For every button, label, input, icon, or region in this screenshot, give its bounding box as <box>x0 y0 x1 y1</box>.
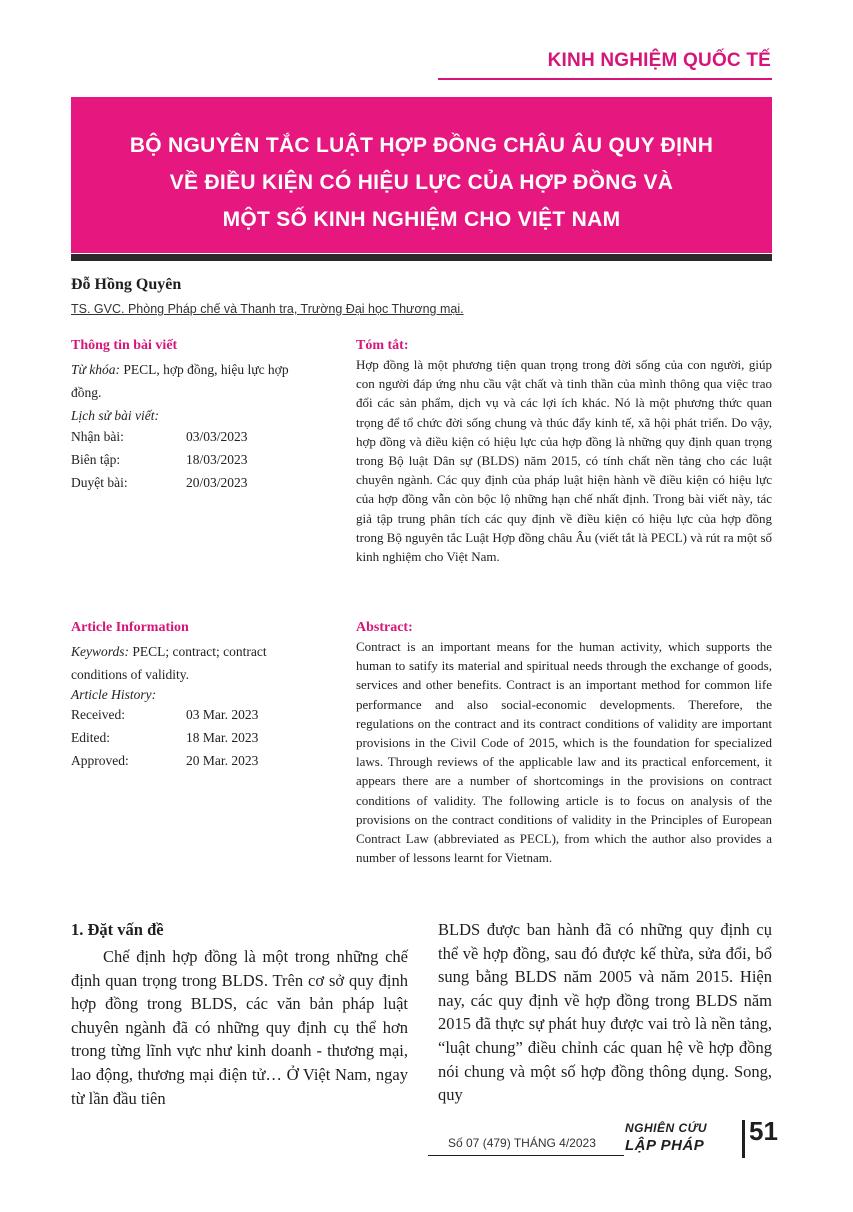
section-rule <box>438 78 772 80</box>
history-date: 20 Mar. 2023 <box>186 753 259 768</box>
history-date: 03/03/2023 <box>186 429 248 444</box>
summary-vi-heading: Tóm tắt: <box>356 338 409 353</box>
abstract-en-text: Contract is an important means for the human activity, which supports the human to satify its material and spiritual needs through the exchange of goods, services and other benefits. Contract is an important method for common life performance and also social-economic developments. Therefore, the regulations on the contract and its contract conditions of validity are important provisions in the Civil Code of 2015, which is the foundation for specialized laws. Through reviews of the applicable law and its practical enforcement, it appears there are a number of shortcomings in the provisions on contract conditions of validity. The following article is to focus on analysis of the provisions on the contract conditions of validity in the Principles of European Contract Law (abbreviated as PECL), from which the author also provides a number of lessons learnt for Vietnam. <box>356 639 772 866</box>
page-number: 51 <box>749 1116 778 1146</box>
author-name: Đỗ Hồng Quyên <box>71 276 182 293</box>
title-band <box>71 97 772 253</box>
summary-vi-text: Hợp đồng là một phương tiện quan trọng trong đời sống của con người, giúp con người đáp ứng nhu cầu vật chất và tinh thần của mình thông qua việc trao đổi các sản phẩm, dịch vụ và các lợi ích khác. Nó là một phương thức quan trọng để tổ chức đời sống chung và thúc đẩy kinh tế, xã hội phát triển. Do vậy, hợp đồng và điều kiện có hiệu lực của hợp đồng là những quy định quan trọng trong Bộ luật Dân sự (BLDS) năm 2015, có tính chất nền tảng cho các luật chuyên ngành. Các quy định của pháp luật hiện hành về điều kiện có hiệu lực của hợp đồng vẫn còn bộc lộ những hạn chế nhất định. Trong bài viết này, tác giả tập trung phân tích các quy định về điều kiện có hiệu lực của hợp đồng trong Bộ nguyên tắc Luật Hợp đồng châu Âu (viết tắt là PECL) và rút ra một số kinh nghiệm cho Việt Nam. <box>356 357 772 565</box>
keywords-en-label: Keywords: <box>71 644 129 659</box>
title-underbar <box>71 254 772 261</box>
keywords-en-value-cont: conditions of validity. <box>71 667 189 682</box>
body-column-1: Chế định hợp đồng là một trong những chế định quan trọng trong BLDS. Trên cơ sở quy định hợp đồng trong BLDS, các văn bản pháp luật chuyên ngành đã có những quy định cụ thể hơn trong từng lĩnh vực như kinh doanh - thương mại, lao động, thương mại điện tử… Ở Việt Nam, ngay từ lần đầu tiên <box>71 947 408 1108</box>
history-en-label-text: Article History: <box>71 687 157 702</box>
history-label: Biên tập: <box>71 452 121 467</box>
footer-divider <box>742 1120 745 1158</box>
abstract-en-heading: Abstract: <box>356 620 413 635</box>
keywords-vi-value-cont: đồng. <box>71 385 102 400</box>
brand-line: NGHIÊN CỨU <box>625 1121 708 1135</box>
section-title: KINH NGHIỆM QUỐC TẾ <box>547 50 771 71</box>
info-en-heading: Article Information <box>71 620 189 635</box>
keywords-vi-value: PECL, hợp đồng, hiệu lực hợp <box>119 362 289 377</box>
history-date: 18 Mar. 2023 <box>186 730 259 745</box>
body-column-2: BLDS được ban hành đã có những quy định cụ thể về hợp đồng, sau đó được kế thừa, sửa đổi, bổ sung bằng BLDS năm 2005 và năm 2015. Hiện nay, các quy định về hợp đồng trong BLDS năm 2015 đã thực sự phát huy được vai trò là nền tảng, “luật chung” điều chỉnh các quan hệ về hợp đồng nói chung và một số hợp đồng thông dụng. Song, quy <box>438 920 772 1105</box>
article-title <box>71 127 772 238</box>
history-vi-label <box>71 404 159 427</box>
history-label: Edited: <box>71 730 110 745</box>
issue-info: Số 07 (479) THÁNG 4/2023 <box>448 1136 596 1150</box>
brand-line: LẬP PHÁP <box>625 1137 705 1154</box>
history-date: 20/03/2023 <box>186 475 248 490</box>
keywords-vi-label: Từ khóa: <box>71 362 120 377</box>
history-vi-label-text: Lịch sử bài viết: <box>71 408 159 423</box>
history-label: Nhận bài: <box>71 429 124 444</box>
title-line: VỀ ĐIỀU KIỆN CÓ HIỆU LỰC CỦA HỢP ĐỒNG VÀ <box>169 171 674 194</box>
history-label: Approved: <box>71 753 129 768</box>
affiliation-text: TS. GVC. Phòng Pháp chế và Thanh tra, Trường Đại học Thương mại. <box>71 302 464 316</box>
history-label: Duyệt bài: <box>71 475 128 490</box>
keywords-en <box>71 640 329 686</box>
footer-rule <box>428 1155 624 1156</box>
history-label: Received: <box>71 707 125 722</box>
history-date: 18/03/2023 <box>186 452 248 467</box>
title-line: MỘT SỐ KINH NGHIỆM CHO VIỆT NAM <box>222 208 621 231</box>
title-line: BỘ NGUYÊN TẮC LUẬT HỢP ĐỒNG CHÂU ÂU QUY ĐỊNH <box>129 134 714 157</box>
keywords-vi <box>71 358 333 404</box>
history-date: 03 Mar. 2023 <box>186 707 259 722</box>
section-heading: 1. Đặt vấn đề <box>71 920 164 939</box>
journal-brand <box>625 1120 707 1154</box>
info-vi-heading: Thông tin bài viết <box>71 338 178 353</box>
author-affiliation <box>71 302 464 316</box>
history-en-label <box>71 683 156 706</box>
keywords-en-value: PECL; contract; contract <box>129 644 267 659</box>
